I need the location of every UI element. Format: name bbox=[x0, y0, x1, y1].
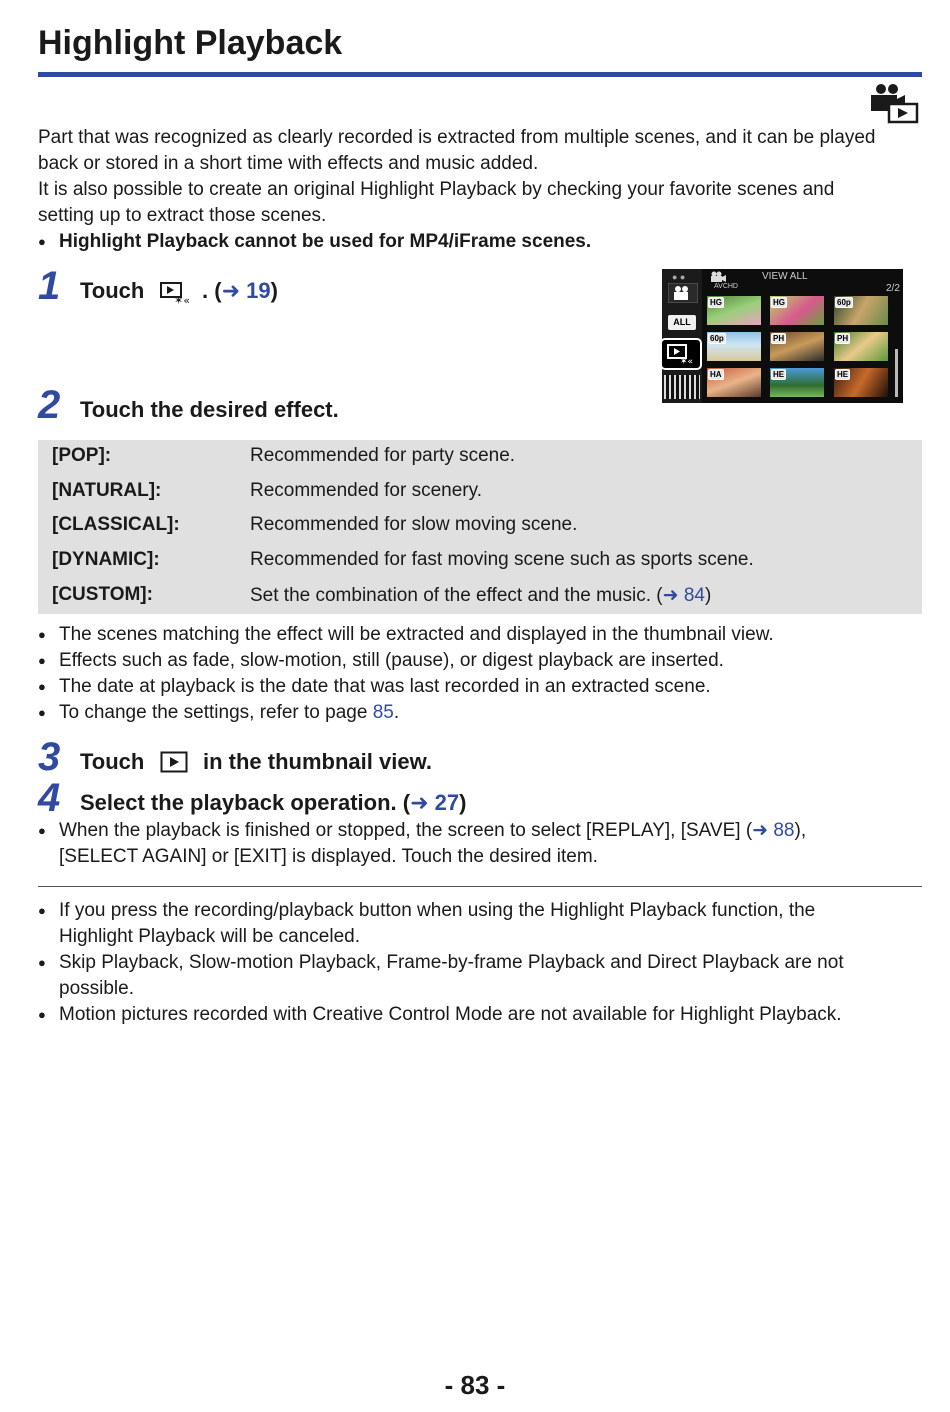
step-number: 1 bbox=[38, 264, 61, 308]
format-badge: PH bbox=[837, 334, 849, 343]
highlight-playback-icon bbox=[666, 343, 696, 365]
step-text: Touch the desired effect. bbox=[80, 397, 339, 422]
arrow-icon: ➜ bbox=[662, 585, 679, 606]
svg-text:✶«: ✶« bbox=[680, 357, 694, 365]
effect-desc: Recommended for scenery. bbox=[250, 480, 482, 501]
effect-desc: Recommended for slow moving scene. bbox=[250, 514, 578, 535]
list-item: ● The scenes matching the effect will be extracted and displayed in the thumbnail view. bbox=[38, 622, 922, 648]
arrow-icon: ➜ bbox=[410, 790, 429, 815]
step-text: Touch bbox=[80, 278, 145, 303]
list-item: ● Effects such as fade, slow-motion, still (pause), or digest playback are inserted. bbox=[38, 648, 922, 674]
effects-table bbox=[38, 440, 922, 614]
page-number: - 83 - bbox=[444, 1370, 506, 1400]
step-number: 4 bbox=[38, 776, 61, 820]
effect-desc: Recommended for fast moving scene such as sports scene. bbox=[250, 549, 754, 570]
format-badge: 60p bbox=[837, 298, 851, 307]
effect-name: [NATURAL]: bbox=[52, 480, 162, 501]
all-button[interactable]: ALL bbox=[668, 315, 696, 330]
list-item: ● When the playback is finished or stopped, the screen to select [REPLAY], [SAVE] (➜ 88), [SELECT AGAIN] or [EXIT] is displayed. Touch the desired item. bbox=[38, 818, 922, 870]
intro-line: setting up to extract those scenes. bbox=[38, 205, 327, 226]
format-badge: HG bbox=[773, 298, 785, 307]
avchd-label: AVCHD bbox=[714, 283, 738, 290]
table-row bbox=[38, 477, 922, 511]
step-text: Select the playback operation. ( bbox=[80, 790, 411, 815]
format-badge: 60p bbox=[710, 334, 724, 343]
paren-close: ) bbox=[270, 278, 278, 303]
effect-name: [POP]: bbox=[52, 445, 112, 466]
format-badge: HA bbox=[710, 370, 722, 379]
format-badge: HG bbox=[710, 298, 722, 307]
effect-name: [DYNAMIC]: bbox=[52, 549, 160, 570]
step-number: 2 bbox=[38, 383, 61, 427]
intro-line: Part that was recognized as clearly recorded is extracted from multiple scenes, and it can be played bbox=[38, 127, 876, 148]
table-row bbox=[38, 511, 922, 545]
movie-icon bbox=[709, 271, 727, 282]
format-badge: HE bbox=[837, 370, 849, 379]
table-row bbox=[38, 546, 922, 580]
camera-icon[interactable] bbox=[668, 283, 698, 303]
list-item: ● The date at playback is the date that was last recorded in an extracted scene. bbox=[38, 674, 922, 700]
intro-line: It is also possible to create an original Highlight Playback by checking your favorite scenes and bbox=[38, 179, 835, 200]
view-all-label: VIEW ALL bbox=[762, 271, 808, 282]
effect-name: [CLASSICAL]: bbox=[52, 514, 180, 535]
format-badge: PH bbox=[773, 334, 785, 343]
effect-desc: Set the combination of the effect and the music. (➜ 84) bbox=[250, 585, 712, 606]
page-title: Highlight Playback bbox=[38, 24, 343, 62]
arrow-icon: ➜ bbox=[752, 820, 769, 841]
page-link-19[interactable]: 19 bbox=[246, 278, 271, 303]
filmstrip-icon[interactable] bbox=[664, 375, 700, 399]
step-text-suffix: . ( bbox=[202, 278, 222, 303]
step-3 bbox=[38, 735, 738, 779]
page-link-85[interactable]: 85 bbox=[372, 702, 394, 723]
play-icon bbox=[160, 751, 188, 773]
list-item: ● Skip Playback, Slow-motion Playback, Frame-by-frame Playback and Direct Playback are not possible. bbox=[38, 950, 922, 1002]
intro-note: ● Highlight Playback cannot be used for MP4/iFrame scenes. bbox=[38, 229, 922, 255]
intro-line: back or stored in a short time with effects and music added. bbox=[38, 153, 539, 174]
step-2 bbox=[38, 383, 638, 429]
page-link-84[interactable]: 84 bbox=[683, 585, 705, 606]
table-row bbox=[38, 442, 922, 476]
effect-desc: Recommended for party scene. bbox=[250, 445, 516, 466]
effect-name: [CUSTOM]: bbox=[52, 584, 153, 605]
table-row bbox=[38, 581, 922, 615]
step-1 bbox=[38, 264, 638, 312]
svg-text:✶«: ✶« bbox=[174, 294, 190, 305]
list-item: ● To change the settings, refer to page 85. bbox=[38, 700, 922, 726]
page-link-88[interactable]: 88 bbox=[773, 820, 795, 841]
divider bbox=[38, 886, 922, 887]
intro-paragraph bbox=[38, 125, 922, 229]
page-link-27[interactable]: 27 bbox=[434, 790, 460, 815]
step-text-suffix: in the thumbnail view. bbox=[203, 749, 432, 774]
movie-playback-mode-icon bbox=[865, 82, 919, 124]
step-text: Touch bbox=[80, 749, 145, 774]
arrow-icon: ➜ bbox=[221, 278, 240, 303]
page-indicator: 2/2 bbox=[886, 283, 900, 294]
highlight-playback-button[interactable] bbox=[660, 338, 702, 370]
format-badge: HE bbox=[773, 370, 785, 379]
scrollbar[interactable] bbox=[895, 349, 898, 397]
dots-icon: ● ● bbox=[672, 272, 686, 282]
step-4: 4 Select the playback operation. (➜ 27) bbox=[38, 776, 467, 820]
highlight-playback-icon bbox=[160, 281, 194, 305]
list-item: ● If you press the recording/playback button when using the Highlight Playback function, the Highlight Playback will be canceled. bbox=[38, 898, 922, 950]
title-rule bbox=[38, 72, 922, 77]
list-item: ● Motion pictures recorded with Creative Control Mode are not available for Highlight Playback. bbox=[38, 1002, 922, 1028]
step-number: 3 bbox=[38, 735, 61, 779]
camera-screen-illustration bbox=[662, 269, 903, 403]
